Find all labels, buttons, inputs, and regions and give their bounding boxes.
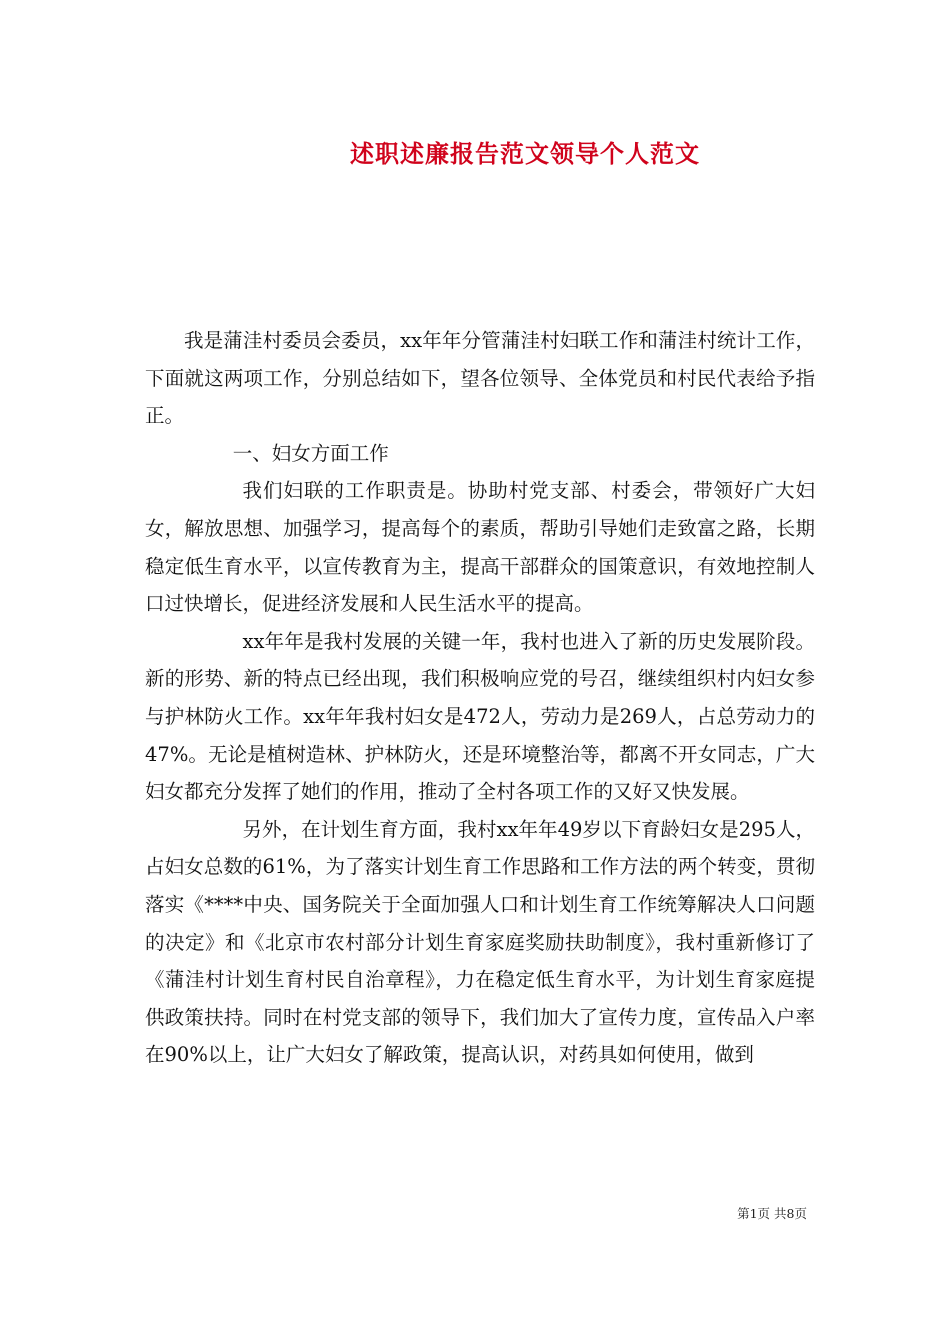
- paragraph-development: xx年年是我村发展的关键一年，我村也进入了新的历史发展阶段。新的形势、新的特点已经出现，我们积极响应党的号召，继续组织村内妇女参与护林防火工作。xx年年我村妇女是472人，劳动力是269人，占总劳动力的47%。无论是植树造林、护林防火，还是环境整治等，都离不开女同志，广大妇女都充分发挥了她们的作用，推动了全村各项工作的又好又快发展。: [145, 629, 815, 804]
- paragraph-duties: 我们妇联的工作职责是。协助村党支部、村委会，带领好广大妇女，解放思想、加强学习，提高每个的素质，帮助引导她们走致富之路，长期稳定低生育水平，以宣传教育为主，提高干部群众的国策意识，有效地控制人口过快增长，促进经济发展和人民生活水平的提高。: [145, 479, 815, 616]
- paragraph-family-planning: 另外，在计划生育方面，我村xx年年49岁以下育龄妇女是295人，占妇女总数的61%，为了落实计划生育工作思路和工作方法的两个转变，贯彻落实《****中央、国务院关于全面加强人口和计划生育工作统筹解决人口问题的决定》和《北京市农村部分计划生育家庭奖励扶助制度》，我村重新修订了《蒲洼村计划生育村民自治章程》，力在稳定低生育水平，为计划生育家庭提供政策扶持。同时在村党支部的领导下，我们加大了宣传力度，宣传品入户率在90%以上，让广大妇女了解政策，提高认识，对药具如何使用，做到: [145, 817, 815, 1067]
- document-body: [145, 322, 815, 1074]
- paragraph-intro: 我是蒲洼村委员会委员，xx年年分管蒲洼村妇联工作和蒲洼村统计工作，下面就这两项工作，分别总结如下，望各位领导、全体党员和村民代表给予指正。: [145, 329, 815, 428]
- page-number: 第1页 共8页: [737, 1206, 807, 1221]
- section-heading-women-work: 一、妇女方面工作: [232, 441, 389, 465]
- document-title: 述职述廉报告范文领导个人范文: [350, 139, 700, 168]
